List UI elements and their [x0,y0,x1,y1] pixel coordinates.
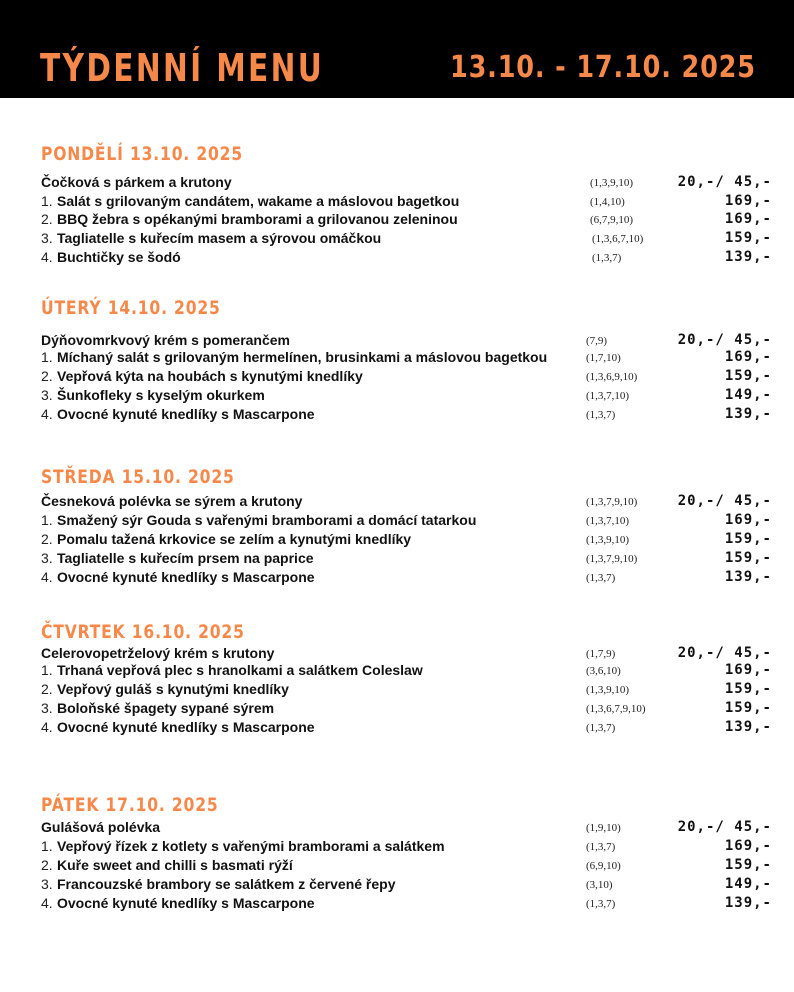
menu-item [0,387,794,406]
price: 139,- [724,719,772,735]
menu-item [0,211,794,230]
item-name: Buchtičky se šodó [57,249,181,265]
item-name: Vepřová kýta na houbách s kynutými knedlíky [57,368,363,384]
header-bar [0,0,794,98]
allergens: (1,3,7) [586,841,616,853]
item-number: 1. [41,662,53,678]
menu-item [0,193,794,212]
menu-item [0,719,794,738]
item-name: Vepřový guláš s kynutými knedlíky [57,681,289,697]
menu-item [0,662,794,681]
item-number: 1. [41,838,53,854]
menu-item [0,838,794,857]
item-name: Kuře sweet and chilli s basmati rýží [57,857,293,873]
soup-row [0,819,794,838]
price: 149,- [724,387,772,403]
day-title: PÁTEK 17.10. 2025 [41,794,219,816]
item-name: BBQ žebra s opékanými bramborami a grilovanou zeleninou [57,211,458,227]
item-name: Francouzské brambory se salátkem z červené řepy [57,876,396,892]
menu-item [0,857,794,876]
price: 149,- [724,876,772,892]
menu-item [0,876,794,895]
price: 159,- [724,857,772,873]
allergens: (1,3,7) [586,898,616,910]
allergens: (1,3,7) [586,572,616,584]
price: 169,- [724,211,772,227]
allergens: (1,3,7,9,10) [586,553,638,565]
menu-item [0,681,794,700]
item-number: 4. [41,406,53,422]
menu-item [0,531,794,550]
item-name: Ovocné kynuté knedlíky s Mascarpone [57,569,315,585]
allergens: (1,3,6,7,9,10) [586,703,646,715]
price: 139,- [724,249,772,265]
soup-row [0,493,794,512]
allergens: (1,3,7) [586,722,616,734]
item-number: 4. [41,719,53,735]
item-number: 4. [41,569,53,585]
allergens: (1,3,7) [592,252,622,264]
price: 20,-/ 45,- [677,493,772,509]
price: 20,-/ 45,- [677,819,772,835]
price: 159,- [724,681,772,697]
allergens: (1,3,7,10) [586,515,630,527]
menu-item [0,569,794,588]
item-name: Pomalu tažená krkovice se zelím a kynutými knedlíky [57,531,412,547]
menu-item [0,550,794,569]
day-title: STŘEDA 15.10. 2025 [41,466,235,488]
item-name: Tagliatelle s kuřecím prsem na paprice [57,550,314,566]
soup-name: Dýňovomrkvový krém s pomerančem [41,332,290,348]
day-title: ÚTERÝ 14.10. 2025 [41,297,221,319]
price: 159,- [724,368,772,384]
item-number: 3. [41,550,53,566]
item-name: Boloňské špagety sypané sýrem [57,700,275,716]
item-name: Trhaná vepřová plec s hranolkami a salátkem Coleslaw [57,662,423,678]
allergens: (1,3,6,7,10) [592,233,644,245]
item-number: 4. [41,895,53,911]
item-number: 2. [41,531,53,547]
allergens: (1,7,9) [586,648,616,660]
price: 159,- [724,531,772,547]
item-number: 1. [41,512,53,528]
price: 20,-/ 45,- [677,332,772,348]
menu-item [0,406,794,425]
allergens: (1,3,7) [586,409,616,421]
menu-item [0,249,794,268]
price: 169,- [724,662,772,678]
item-name: Smažený sýr Gouda s vařenými bramborami a domácí tatarkou [57,512,477,528]
item-number: 2. [41,681,53,697]
price: 169,- [724,193,772,209]
price: 139,- [724,406,772,422]
item-number: 3. [41,387,53,403]
day-title: PONDĚLÍ 13.10. 2025 [41,143,244,165]
soup-name: Gulášová polévka [41,819,161,835]
menu-title: TÝDENNÍ MENU [40,46,325,90]
menu-item [0,349,794,368]
item-number: 4. [41,249,53,265]
soup-name: Celerovopetrželový krém s krutony [41,645,275,661]
allergens: (3,10) [586,879,613,891]
item-number: 3. [41,700,53,716]
allergens: (1,9,10) [586,822,621,834]
allergens: (6,9,10) [586,860,621,872]
price: 159,- [724,230,772,246]
item-name: Salát s grilovaným candátem, wakame a máslovou bagetkou [57,193,460,209]
price: 169,- [724,838,772,854]
item-name: Míchaný salát s grilovaným hermelínen, brusinkami a máslovou bagetkou [57,349,548,365]
menu-date-range: 13.10. - 17.10. 2025 [450,50,756,85]
price: 159,- [724,550,772,566]
soup-name: Česneková polévka se sýrem a krutony [41,493,303,509]
item-number: 2. [41,368,53,384]
item-name: Vepřový řízek z kotlety s vařenými bramborami a salátkem [57,838,445,854]
allergens: (1,3,9,10) [586,534,630,546]
item-number: 1. [41,193,53,209]
price: 139,- [724,895,772,911]
day-title: ČTVRTEK 16.10. 2025 [41,621,245,643]
menu-item [0,895,794,914]
allergens: (1,3,6,9,10) [586,371,638,383]
menu-item [0,700,794,719]
item-number: 2. [41,211,53,227]
price: 20,-/ 45,- [677,645,772,661]
allergens: (3,6,10) [586,665,621,677]
allergens: (1,7,10) [586,352,621,364]
item-name: Ovocné kynuté knedlíky s Mascarpone [57,895,315,911]
item-name: Tagliatelle s kuřecím masem a sýrovou omáčkou [57,230,382,246]
item-number: 1. [41,349,53,365]
allergens: (1,3,9,10) [586,684,630,696]
price: 159,- [724,700,772,716]
soup-row [0,174,794,193]
price: 139,- [724,569,772,585]
allergens: (1,3,7,9,10) [586,496,638,508]
price: 169,- [724,349,772,365]
item-number: 3. [41,876,53,892]
price: 20,-/ 45,- [677,174,772,190]
allergens: (1,4,10) [590,196,625,208]
menu-item [0,368,794,387]
item-name: Šunkofleky s kyselým okurkem [57,387,265,403]
allergens: (6,7,9,10) [590,214,634,226]
menu-item [0,512,794,531]
menu-item [0,230,794,249]
soup-name: Čočková s párkem a krutony [41,174,232,190]
item-name: Ovocné kynuté knedlíky s Mascarpone [57,406,315,422]
item-number: 3. [41,230,53,246]
price: 169,- [724,512,772,528]
item-name: Ovocné kynuté knedlíky s Mascarpone [57,719,315,735]
allergens: (1,3,9,10) [590,177,634,189]
item-number: 2. [41,857,53,873]
allergens: (7,9) [586,335,608,347]
allergens: (1,3,7,10) [586,390,630,402]
